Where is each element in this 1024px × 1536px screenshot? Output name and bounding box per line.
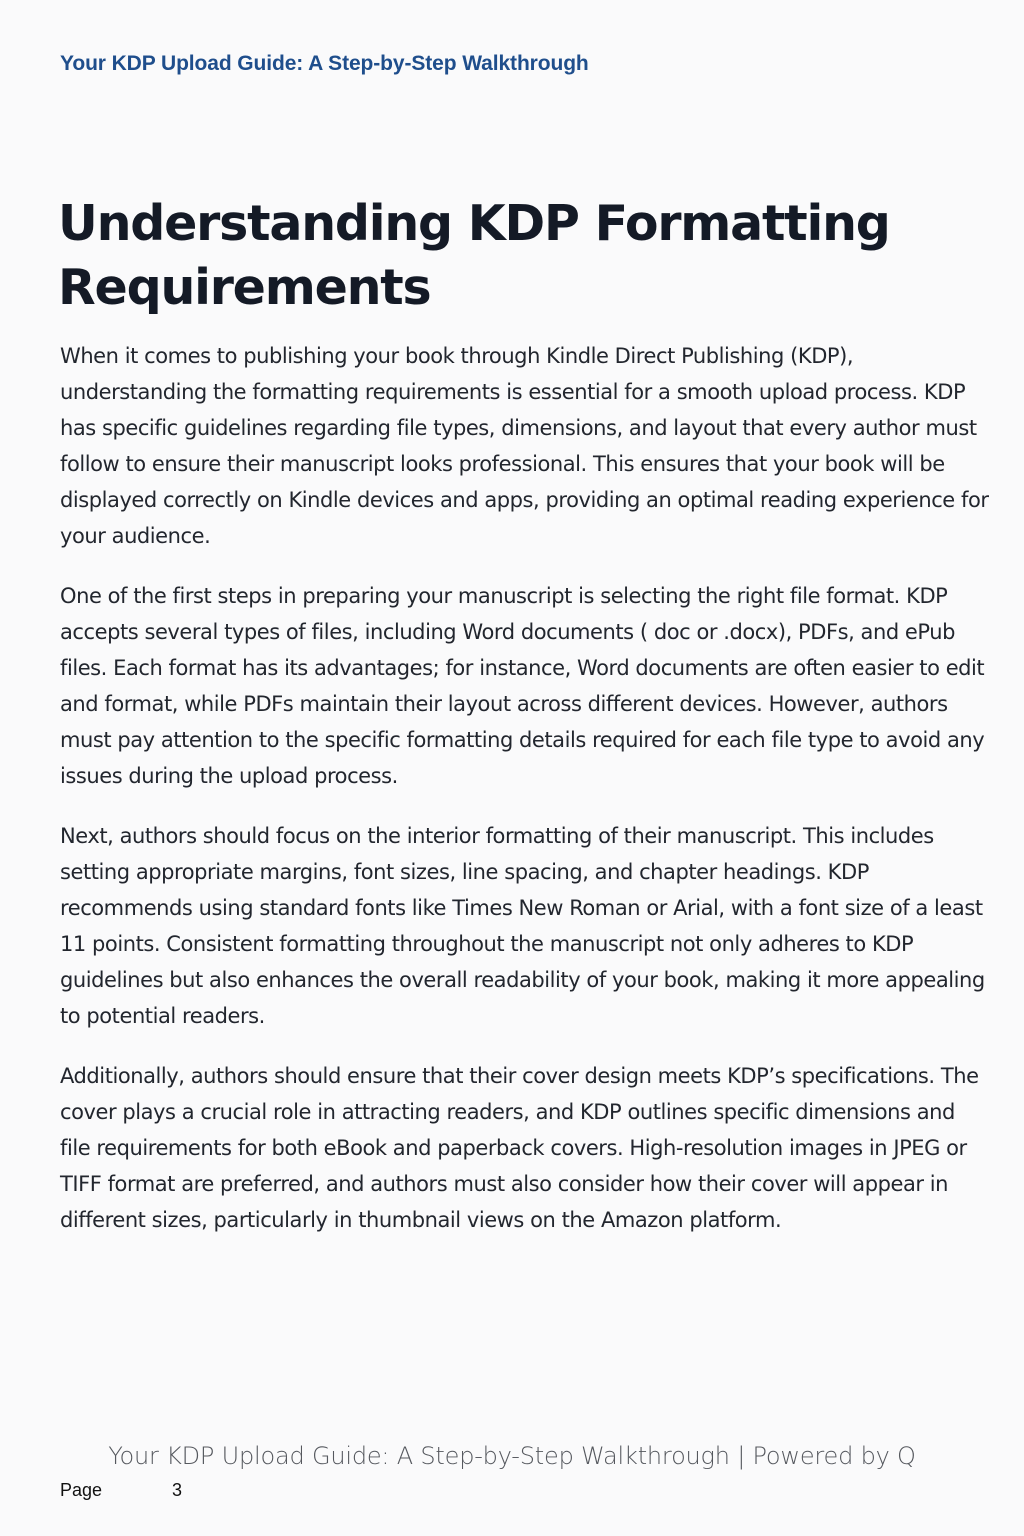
body-text: [60, 338, 990, 1262]
page-title: Understanding KDP Formatting Requirements: [58, 195, 890, 316]
page-label: Page: [60, 1480, 103, 1500]
page-number: 3: [172, 1480, 183, 1500]
paragraph-intro: When it comes to publishing your book through Kindle Direct Publishing (KDP), understanding the formatting requirements is essential for a smooth upload process. KDP has specific guidelines regarding file types, dimensions, and layout that every author must follow to ensure their manuscript looks professional. This ensures that your book will be displayed correctly on Kindle devices and apps, providing an optimal reading experience for your audience.: [60, 344, 989, 548]
paragraph-cover-design: Additionally, authors should ensure that their cover design meets KDP’s specifications. The cover plays a crucial role in attracting readers, and KDP outlines specific dimensions and file requirements for both eBook and paperback covers. High-resolution images in JPEG or TIFF format are preferred, and authors must also consider how their cover will appear in different sizes, particularly in thumbnail views on the Amazon platform.: [60, 1064, 979, 1232]
paragraph-file-formats: One of the first steps in preparing your manuscript is selecting the right file format. KDP accepts several types of files, including Word documents ( doc or .docx), PDFs, and ePub files. Each format has its advantages; for instance, Word documents are often easier to edit and format, while PDFs maintain their layout across different devices. However, authors must pay attention to the specific formatting details required for each file type to avoid any issues during the upload process.: [60, 584, 985, 788]
footer-text: Your KDP Upload Guide: A Step-by-Step Walkthrough | Powered by Q: [108, 1442, 916, 1470]
paragraph-interior-formatting: Next, authors should focus on the interior formatting of their manuscript. This includes setting appropriate margins, font sizes, line spacing, and chapter headings. KDP recommends using standard fonts like Times New Roman or Arial, with a font size of a least 11 points. Consistent formatting throughout the manuscript not only adheres to KDP guidelines but also enhances the overall readability of your book, making it more appealing to potential readers.: [60, 824, 985, 1028]
running-header-title: Your KDP Upload Guide: A Step-by-Step Walkthrough: [60, 52, 589, 75]
